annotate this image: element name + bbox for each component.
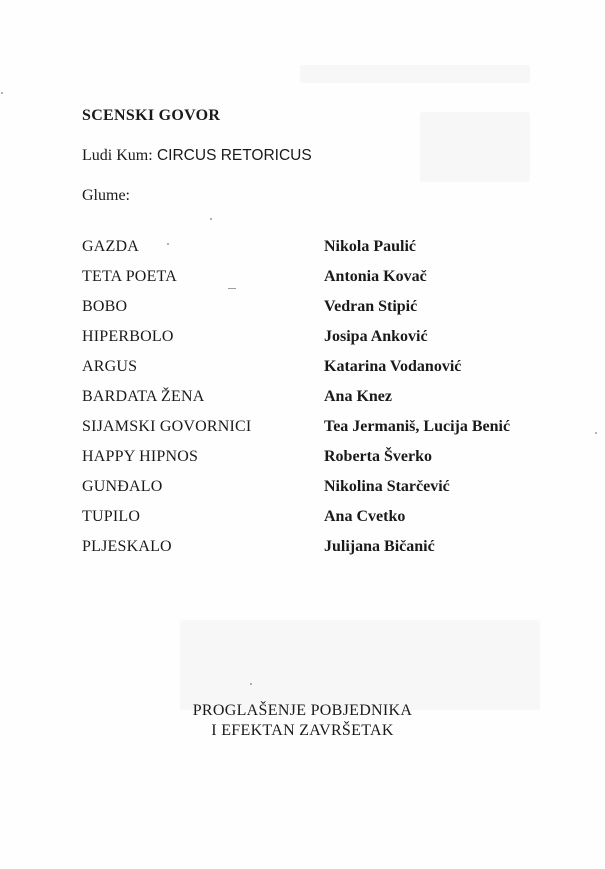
scan-speck bbox=[210, 218, 212, 220]
role-name: GAZDA bbox=[82, 238, 139, 255]
actor-name: Nikolina Starčević bbox=[324, 478, 450, 495]
scan-speck bbox=[1, 92, 3, 94]
cast-row bbox=[82, 478, 552, 508]
bleed-through-shadow bbox=[180, 620, 540, 710]
cast-row bbox=[82, 268, 552, 298]
actor-name: Ana Knez bbox=[324, 388, 392, 405]
subtitle-lead: Ludi Kum: bbox=[82, 147, 153, 164]
closing-line-1: PROGLAŠENJE POBJEDNIKA bbox=[192, 702, 413, 719]
actor-name: Katarina Vodanović bbox=[324, 358, 462, 375]
role-name: TUPILO bbox=[82, 508, 141, 525]
closing-line-2: I EFEKTAN ZAVRŠETAK bbox=[211, 722, 394, 739]
cast-label: Glume: bbox=[82, 187, 130, 204]
actor-name: Tea Jermaniš, Lucija Benić bbox=[324, 418, 511, 435]
cast-row bbox=[82, 538, 552, 568]
role-name: ARGUS bbox=[82, 358, 138, 375]
subtitle bbox=[82, 147, 312, 165]
cast-row bbox=[82, 328, 552, 358]
document-title: SCENSKI GOVOR bbox=[82, 107, 221, 124]
cast-row bbox=[82, 358, 552, 388]
actor-name: Roberta Šverko bbox=[324, 448, 432, 465]
scan-speck bbox=[595, 432, 597, 434]
cast-row bbox=[82, 238, 552, 268]
actor-name: Vedran Stipić bbox=[324, 298, 418, 315]
role-name: BOBO bbox=[82, 298, 128, 315]
actor-name: Antonia Kovač bbox=[324, 268, 427, 285]
scan-speck bbox=[250, 683, 252, 685]
role-name: PLJESKALO bbox=[82, 538, 172, 555]
cast-row bbox=[82, 388, 552, 418]
closing-text bbox=[0, 701, 605, 741]
role-name: SIJAMSKI GOVORNICI bbox=[82, 418, 252, 435]
actor-name: Nikola Paulić bbox=[324, 238, 417, 255]
scan-mark bbox=[228, 288, 236, 289]
bleed-through-shadow bbox=[300, 65, 530, 83]
cast-row bbox=[82, 418, 552, 448]
cast-row bbox=[82, 448, 552, 478]
role-name: TETA POETA bbox=[82, 268, 177, 285]
scan-speck bbox=[167, 243, 169, 245]
subtitle-name: CIRCUS RETORICUS bbox=[156, 147, 312, 164]
actor-name: Josipa Anković bbox=[324, 328, 428, 345]
cast-row bbox=[82, 298, 552, 328]
role-name: HIPERBOLO bbox=[82, 328, 174, 345]
bleed-through-shadow bbox=[420, 112, 530, 182]
cast-row bbox=[82, 508, 552, 538]
role-name: HAPPY HIPNOS bbox=[82, 448, 199, 465]
role-name: GUNĐALO bbox=[82, 478, 163, 495]
actor-name: Ana Cvetko bbox=[324, 508, 406, 525]
actor-name: Julijana Bičanić bbox=[324, 538, 435, 555]
cast-list bbox=[82, 238, 552, 568]
role-name: BARDATA ŽENA bbox=[82, 388, 205, 405]
